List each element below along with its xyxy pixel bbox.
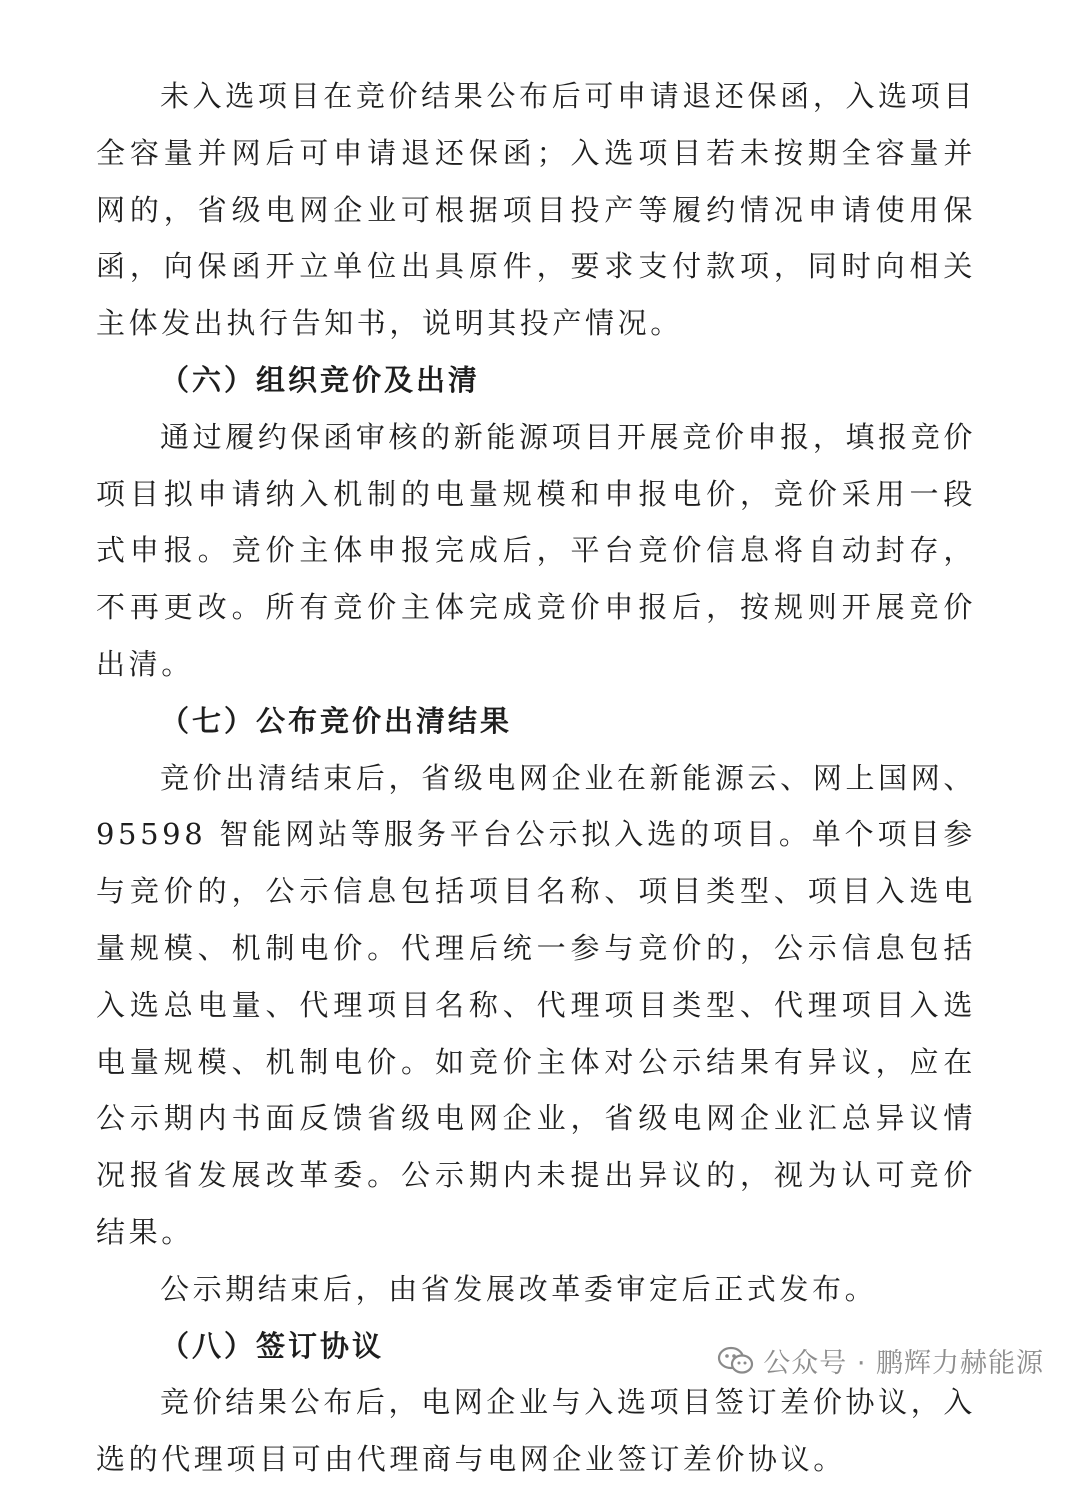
wechat-icon xyxy=(717,1346,755,1376)
section-heading-6: （六）组织竞价及出清 xyxy=(160,362,481,397)
section-heading-8: （八）签订协议 xyxy=(160,1328,385,1363)
watermark xyxy=(711,1339,1050,1382)
paragraph-guarantee-refund: 未入选项目在竞价结果公布后可申请退还保函，入选项目全容量并网后可申请退还保函；入选项目若未按期全容量并网的，省级电网企业可根据项目投产等履约情况申请使用保函，向保函开立单位出具原件，要求支付款项，同时向相关主体发出执行告知书，说明其投产情况。 xyxy=(96,79,976,341)
watermark-text: 公众号 · 鹏辉力赫能源 xyxy=(763,1348,1044,1379)
paragraph-official-release: 公示期结束后，由省发展改革委审定后正式发布。 xyxy=(160,1271,878,1306)
section-heading-7: （七）公布竞价出清结果 xyxy=(160,703,513,738)
document-body xyxy=(96,68,976,1488)
paragraph-publish-results: 竞价出清结束后，省级电网企业在新能源云、网上国网、95598 智能网站等服务平台公示拟入选的项目。单个项目参与竞价的，公示信息包括项目名称、项目类型、项目入选电量规模、机制电价。代理后统一参与竞价的，公示信息包括入选总电量、代理项目名称、代理项目类型、代理项目入选电量规模、机制电价。如竞价主体对公示结果有异议，应在公示期内书面反馈省级电网企业，省级电网企业汇总异议情况报省发展改革委。公示期内未提出异议的，视为认可竞价结果。 xyxy=(96,760,976,1249)
paragraph-bidding-clearing: 通过履约保函审核的新能源项目开展竞价申报，填报竞价项目拟申请纳入机制的电量规模和申报电价，竞价采用一段式申报。竞价主体申报完成后，平台竞价信息将自动封存，不再更改。所有竞价主体完成竞价申报后，按规则开展竞价出清。 xyxy=(96,419,976,681)
paragraph-sign-agreement: 竞价结果公布后，电网企业与入选项目签订差价协议，入选的代理项目可由代理商与电网企业签订差价协议。 xyxy=(96,1385,976,1477)
